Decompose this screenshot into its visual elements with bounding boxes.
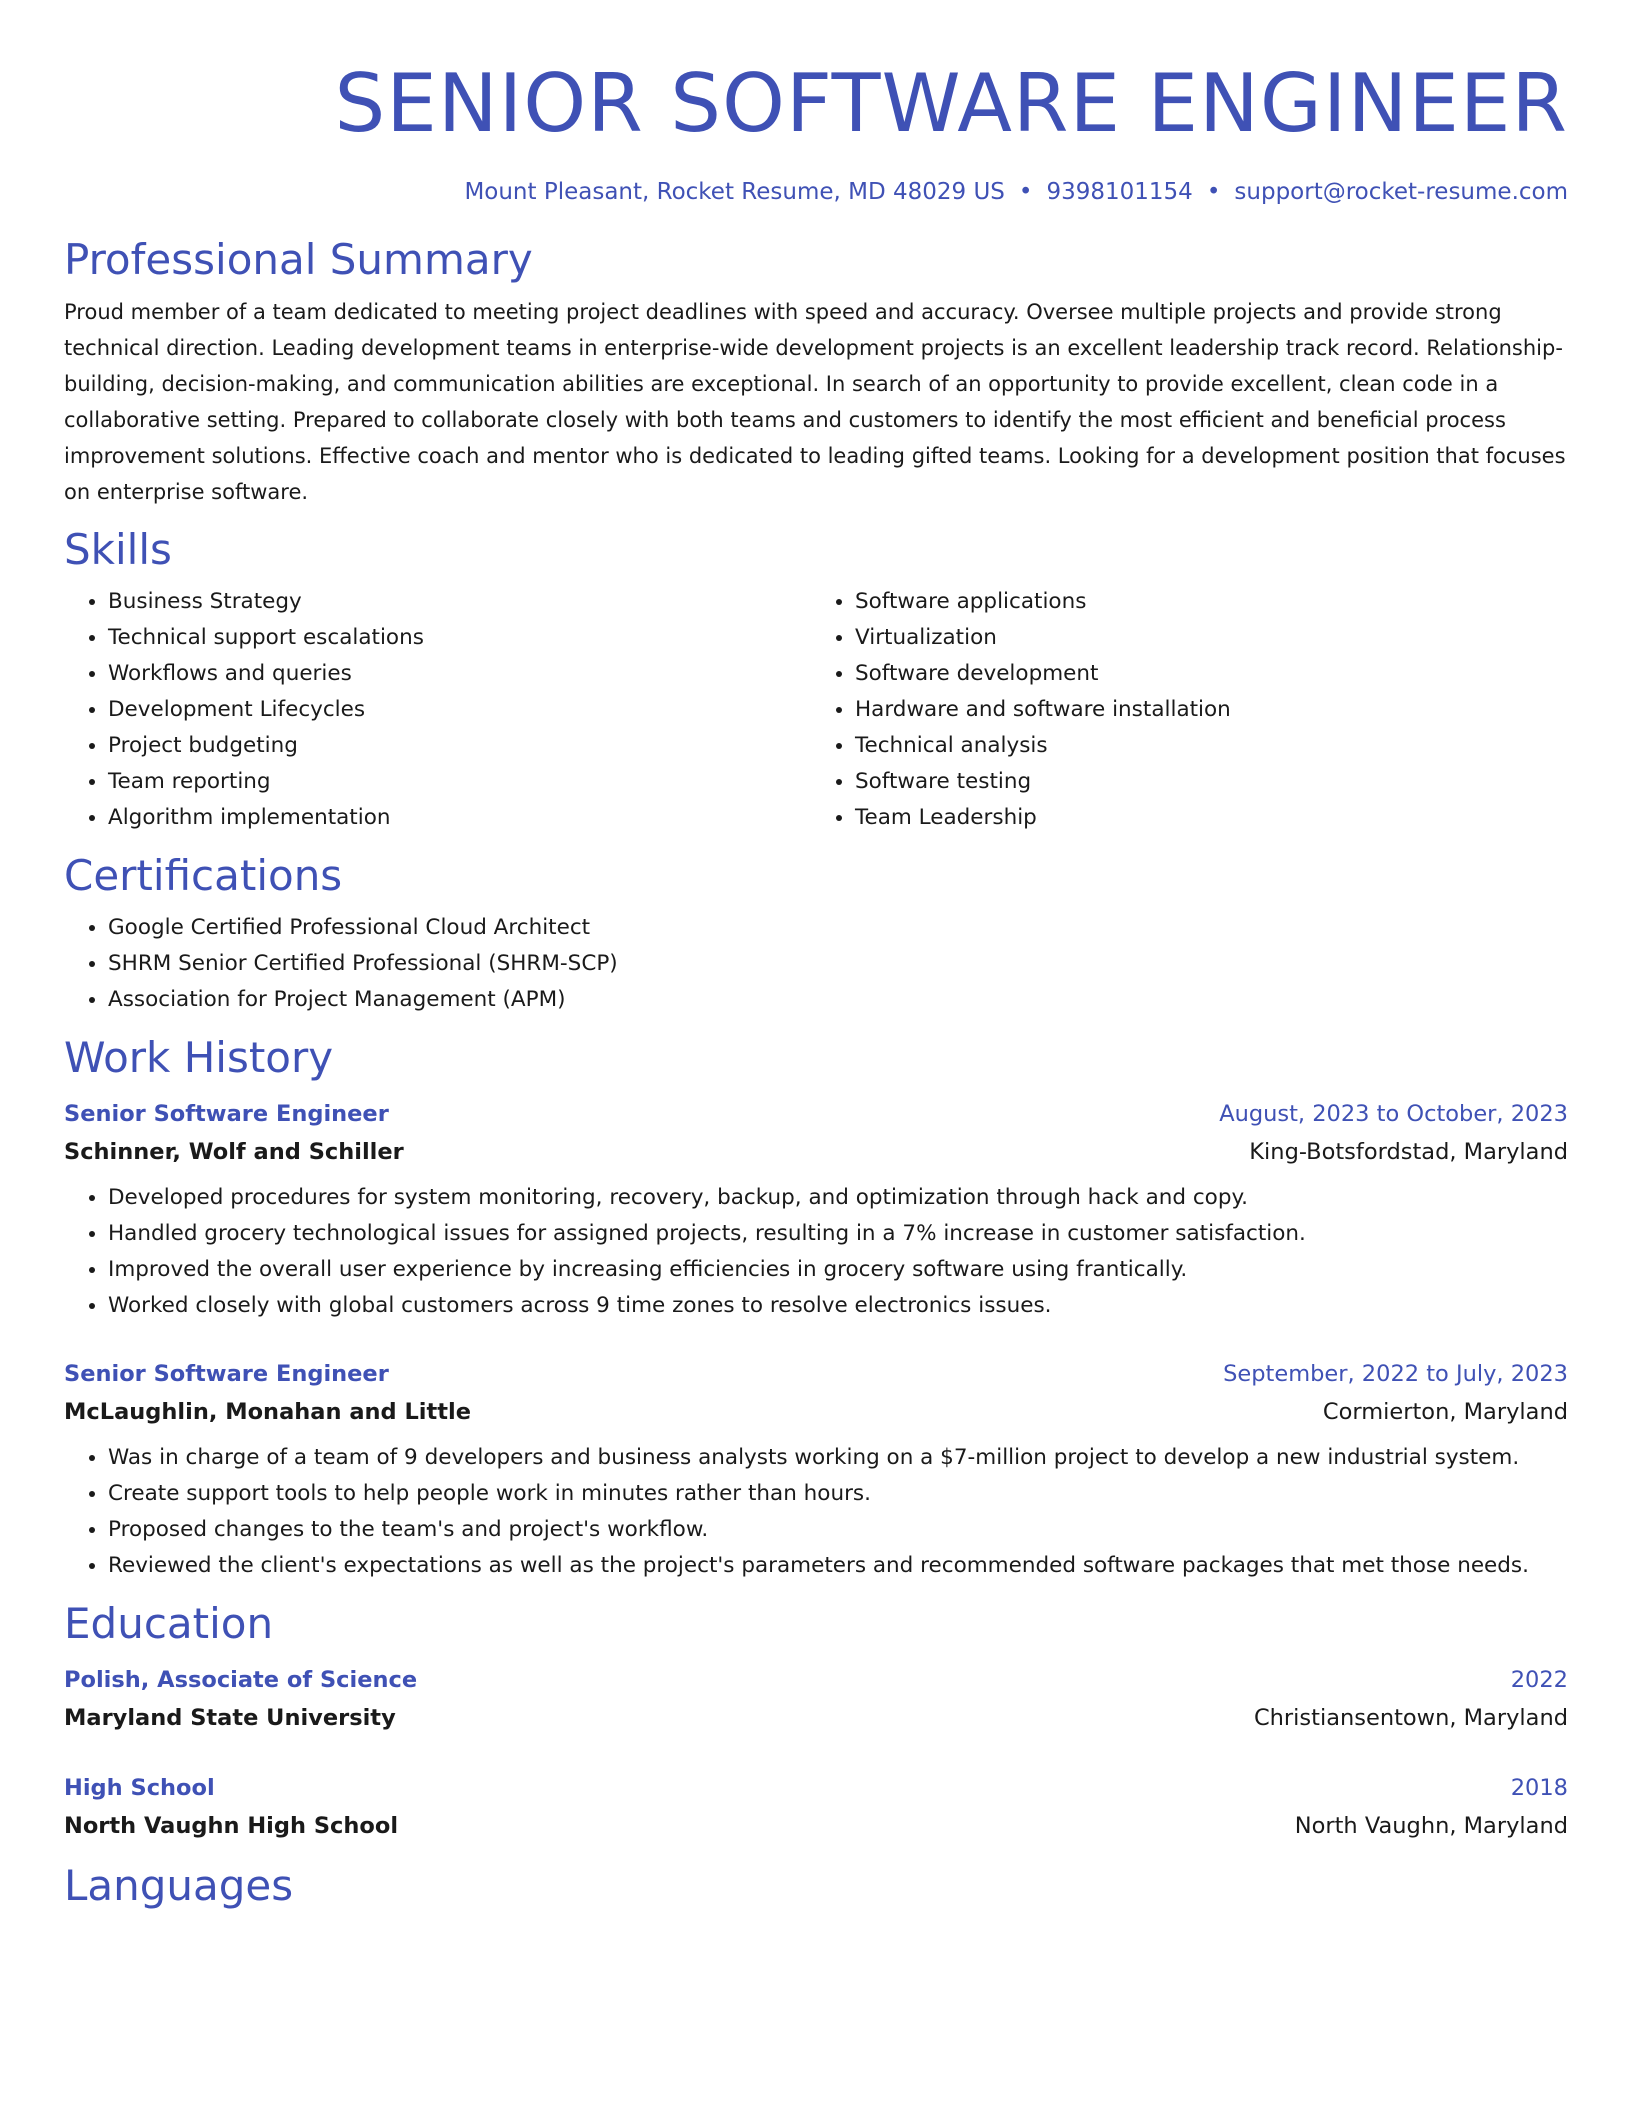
- job-entry: [64, 1096, 1568, 1324]
- list-item: • Project budgeting: [108, 728, 821, 764]
- job-company: Schinner, Wolf and Schiller: [64, 1139, 404, 1165]
- contact-address: Mount Pleasant, Rocket Resume, MD 48029 US: [464, 179, 1005, 205]
- education-location: Christiansentown, Maryland: [1253, 1705, 1568, 1731]
- list-item: • Worked closely with global customers across 9 time zones to resolve electronics issues.: [108, 1288, 1568, 1324]
- education-year: 2018: [1510, 1775, 1568, 1801]
- list-item: • Handled grocery technological issues for assigned projects, resulting in a 7% increase in customer satisfaction.: [108, 1216, 1568, 1252]
- list-item: • Business Strategy: [108, 584, 821, 620]
- list-item: • Reviewed the client's expectations as well as the project's parameters and recommended software packages that met those needs.: [108, 1548, 1568, 1584]
- skills-heading: Skills: [64, 525, 172, 574]
- job-title: Senior Software Engineer: [64, 1361, 389, 1387]
- certifications-heading: Certifications: [64, 851, 343, 900]
- list-item: • Software applications: [855, 584, 1568, 620]
- list-item: • Improved the overall user experience by increasing efficiencies in grocery software using frantically.: [108, 1252, 1568, 1288]
- job-company: McLaughlin, Monahan and Little: [64, 1399, 471, 1425]
- education-entry: [64, 1770, 1568, 1846]
- education-degree: Polish, Associate of Science: [64, 1667, 418, 1693]
- contact-separator: •: [1206, 179, 1221, 205]
- list-item: • Virtualization: [855, 620, 1568, 656]
- job-entry: [64, 1356, 1568, 1584]
- list-item: • Technical support escalations: [108, 620, 821, 656]
- education-year: 2022: [1510, 1667, 1568, 1693]
- page-title: SENIOR SOFTWARE ENGINEER: [334, 57, 1568, 150]
- languages-heading: Languages: [64, 1861, 294, 1910]
- list-item: • Developed procedures for system monitoring, recovery, backup, and optimization through hack and copy.: [108, 1180, 1568, 1216]
- education-location: North Vaughn, Maryland: [1294, 1813, 1568, 1839]
- contact-line: [64, 176, 1568, 208]
- job-dates: August, 2023 to October, 2023: [1219, 1101, 1568, 1127]
- list-item: • Proposed changes to the team's and project's workflow.: [108, 1512, 1568, 1548]
- list-item: • Was in charge of a team of 9 developers and business analysts working on a $7-million project to develop a new industrial system.: [108, 1440, 1568, 1476]
- summary-heading: Professional Summary: [64, 235, 533, 284]
- list-item: • SHRM Senior Certified Professional (SHRM-SCP): [108, 946, 1568, 982]
- contact-separator: •: [1018, 179, 1033, 205]
- job-dates: September, 2022 to July, 2023: [1223, 1361, 1568, 1387]
- education-school: Maryland State University: [64, 1705, 396, 1731]
- contact-email[interactable]: support@rocket-resume.com: [1234, 179, 1568, 205]
- list-item: • Team Leadership: [855, 800, 1568, 836]
- certifications-list: [64, 910, 1568, 1018]
- work-history-heading: Work History: [64, 1033, 334, 1082]
- skills-list-right: [821, 584, 1568, 836]
- list-item: • Association for Project Management (APM): [108, 982, 1568, 1018]
- list-item: • Hardware and software installation: [855, 692, 1568, 728]
- job-location: Cormierton, Maryland: [1322, 1399, 1568, 1425]
- education-degree: High School: [64, 1775, 215, 1801]
- skills-grid: [64, 576, 1568, 836]
- list-item: • Google Certified Professional Cloud Architect: [108, 910, 1568, 946]
- job-location: King-Botsfordstad, Maryland: [1249, 1139, 1568, 1165]
- education-school: North Vaughn High School: [64, 1813, 399, 1839]
- skills-list-left: [64, 584, 821, 836]
- list-item: • Software testing: [855, 764, 1568, 800]
- education-entry: [64, 1662, 1568, 1738]
- list-item: • Development Lifecycles: [108, 692, 821, 728]
- list-item: • Technical analysis: [855, 728, 1568, 764]
- list-item: • Create support tools to help people work in minutes rather than hours.: [108, 1476, 1568, 1512]
- contact-phone: 9398101154: [1046, 179, 1193, 205]
- education-heading: Education: [64, 1599, 274, 1648]
- job-title: Senior Software Engineer: [64, 1101, 389, 1127]
- list-item: • Algorithm implementation: [108, 800, 821, 836]
- summary-text: Proud member of a team dedicated to meeting project deadlines with speed and accuracy. Oversee multiple projects and provide strong technical direction. Leading development teams in enterprise-wide development projects is an excellent leadership track record. Relationship-building, decision-making, and communication abilities are exceptional. In search of an opportunity to provide excellent, clean code in a collaborative setting. Prepared to collaborate closely with both teams and customers to identify the most efficient and beneficial process improvement solutions. Effective coach and mentor who is dedicated to leading gifted teams. Looking for a development position that focuses on enterprise software.: [64, 300, 1566, 504]
- list-item: • Workflows and queries: [108, 656, 821, 692]
- job-bullets: [64, 1440, 1568, 1584]
- job-bullets: [64, 1180, 1568, 1324]
- list-item: • Software development: [855, 656, 1568, 692]
- list-item: • Team reporting: [108, 764, 821, 800]
